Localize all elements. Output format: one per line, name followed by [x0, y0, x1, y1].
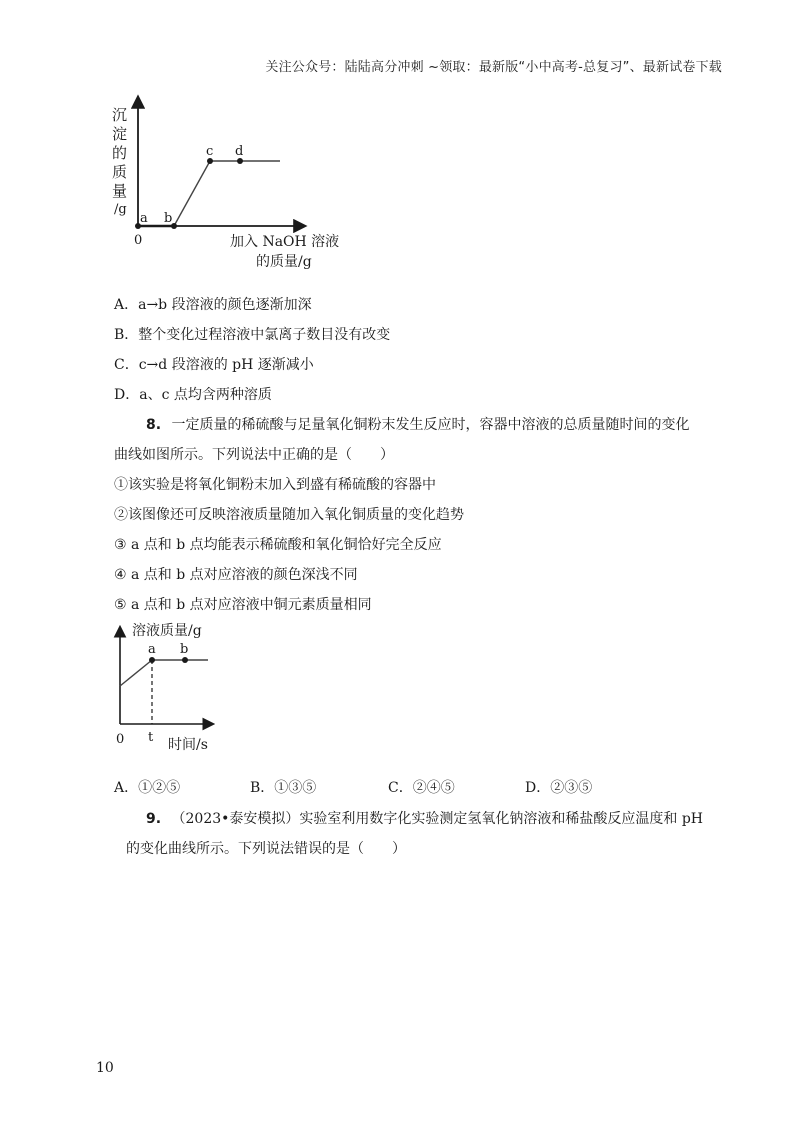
- solution-mass-graph: [110, 618, 240, 758]
- origin-label: 0: [116, 732, 125, 747]
- xlabel-line1: 加入 NaOH 溶液: [230, 234, 340, 250]
- q8-statement-5: ⑤ a 点和 b 点对应溶液中铜元素质量相同: [114, 597, 372, 613]
- q7-option-a: A．a→b 段溶液的颜色逐渐加深: [114, 297, 312, 313]
- curve-rise: [120, 660, 152, 686]
- q7-option-b: B．整个变化过程溶液中氯离子数目没有改变: [114, 327, 391, 343]
- q9-stem-line1: [146, 808, 703, 828]
- q8-statement-2: ②该图像还可反映溶液质量随加入氧化铜质量的变化趋势: [114, 507, 464, 523]
- q9-stem-text: （2023•泰安模拟）实验室利用数字化实验测定氢氧化钠溶液和稀盐酸反应温度和 pH: [171, 811, 704, 827]
- label-b: b: [180, 642, 189, 657]
- point-b: [182, 657, 188, 663]
- q8-statement-3: ③ a 点和 b 点均能表示稀硫酸和氧化铜恰好完全反应: [114, 537, 442, 553]
- page-header: 关注公众号：陆陆高分冲刺 ~领取：最新版“小中高考-总复习”、最新试卷下载: [265, 60, 722, 75]
- label-d: d: [235, 144, 244, 159]
- ylabel: 溶液质量/g: [132, 623, 202, 639]
- label-c: c: [206, 144, 214, 159]
- t-label: t: [148, 730, 154, 745]
- q8-choice-c: C．②④⑤: [388, 780, 455, 796]
- q8-stem-line1: [146, 414, 690, 434]
- ylabel-unit: /g: [114, 202, 127, 217]
- point-a: [149, 657, 155, 663]
- q8-choice-d: D．②③⑤: [525, 780, 593, 796]
- q8-choice-a: A．①②⑤: [114, 780, 181, 796]
- ylabel-char-4: 质: [112, 163, 128, 181]
- label-a: a: [148, 642, 156, 657]
- ylabel-char-2: 淀: [112, 125, 128, 143]
- precipitate-mass-graph: [108, 92, 340, 274]
- q9-stem-line2: 的变化曲线所示。下列说法错误的是（ ）: [126, 841, 406, 857]
- xlabel: 时间/s: [168, 737, 208, 753]
- curve-bc: [174, 161, 210, 226]
- q7-option-c: C．c→d 段溶液的 pH 逐渐减小: [114, 357, 314, 373]
- q8-stem-line2: 曲线如图所示。下列说法中正确的是（ ）: [114, 447, 394, 463]
- q8-choice-b: B．①③⑤: [250, 780, 317, 796]
- label-a: a: [140, 211, 148, 226]
- q8-statement-1: ①该实验是将氧化铜粉末加入到盛有稀硫酸的容器中: [114, 477, 436, 493]
- page-number: 10: [96, 1060, 114, 1076]
- ylabel-char-5: 量: [112, 182, 128, 200]
- q9-number: 9.: [146, 811, 162, 827]
- q8-number: 8.: [146, 417, 162, 433]
- origin-label: 0: [134, 233, 143, 248]
- label-b: b: [164, 211, 173, 226]
- q8-statement-4: ④ a 点和 b 点对应溶液的颜色深浅不同: [114, 567, 358, 583]
- ylabel-char-3: 的: [112, 144, 128, 162]
- q8-stem-text: 一定质量的稀硫酸与足量氧化铜粉末发生反应时，容器中溶液的总质量随时间的变化: [171, 417, 690, 433]
- ylabel-char-1: 沉: [112, 106, 128, 124]
- q7-option-d: D．a、c 点均含两种溶质: [114, 387, 272, 403]
- xlabel-line2: 的质量/g: [256, 254, 312, 270]
